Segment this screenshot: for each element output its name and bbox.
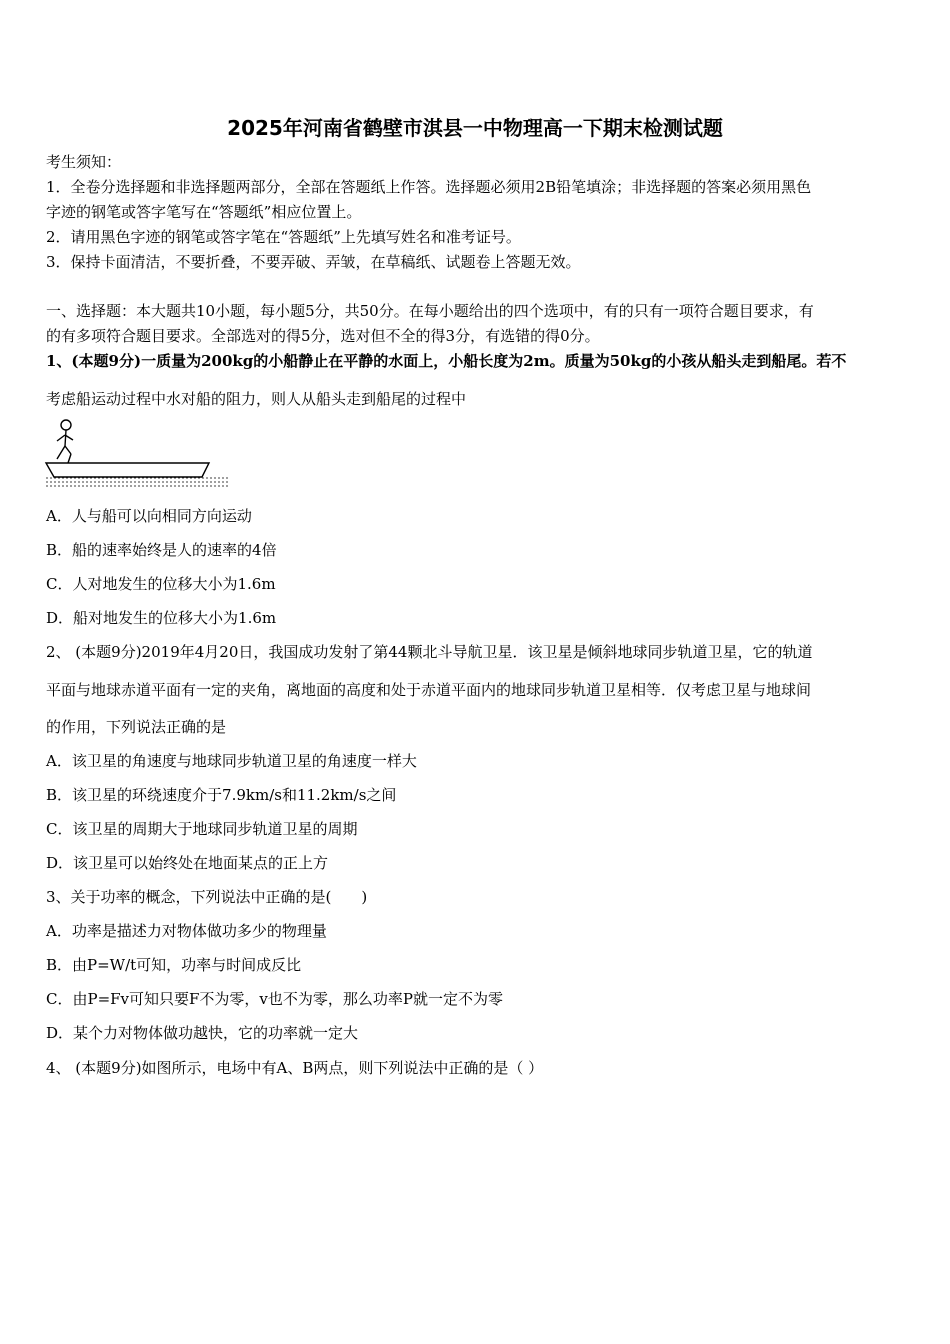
- section-instructions: 的有多项符合题目要求。全部选对的得5分，选对但不全的得3分，有选错的得0分。: [46, 327, 600, 345]
- question-1-option-d: D．船对地发生的位移大小为1.6m: [46, 609, 277, 627]
- section-instructions: 一、选择题：本大题共10小题，每小题5分，共50分。在每小题给出的四个选项中，有的只有一项符合题目要求，有: [46, 302, 814, 320]
- question-2-option-b: B．该卫星的环绕速度介于7.9km/s和11.2km/s之间: [46, 786, 397, 804]
- boat-figure: [44, 416, 230, 490]
- person-head: [61, 420, 71, 430]
- question-2-stem: 平面与地球赤道平面有一定的夹角，离地面的高度和处于赤道平面内的地球同步轨道卫星相等．仅考虑卫星与地球间: [46, 681, 812, 699]
- notice-item: 1．全卷分选择题和非选择题两部分，全部在答题纸上作答。选择题必须用2B铅笔填涂；非选择题的答案必须用黑色: [46, 178, 812, 196]
- question-1-option-a: A．人与船可以向相同方向运动: [46, 507, 252, 525]
- question-1-stem: 考虑船运动过程中水对船的阻力，则人从船头走到船尾的过程中: [46, 390, 467, 408]
- page-title: 2025年河南省鹤壁市淇县一中物理高一下期末检测试题: [227, 116, 723, 140]
- water-surface: [46, 478, 228, 486]
- question-3-option-d: D．某个力对物体做功越快，它的功率就一定大: [46, 1024, 359, 1042]
- question-1-option-b: B．船的速率始终是人的速率的4倍: [46, 541, 277, 559]
- question-3-option-a: A．功率是描述力对物体做功多少的物理量: [46, 922, 327, 940]
- notice-item: 字迹的钢笔或答字笔写在“答题纸”相应位置上。: [46, 203, 362, 221]
- question-3-stem: 3、关于功率的概念，下列说法中正确的是( ): [46, 888, 368, 906]
- question-3-option-b: B．由P=W/t可知，功率与时间成反比: [46, 956, 302, 974]
- question-2-stem: 2、 (本题9分)2019年4月20日，我国成功发射了第44颗北斗导航卫星．该卫星是倾斜地球同步轨道卫星，它的轨道: [46, 643, 813, 661]
- question-4-stem: 4、 (本题9分)如图所示，电场中有A、B两点，则下列说法中正确的是（ ）: [46, 1059, 544, 1077]
- question-1-option-c: C．人对地发生的位移大小为1.6m: [46, 575, 276, 593]
- question-2-option-a: A．该卫星的角速度与地球同步轨道卫星的角速度一样大: [46, 752, 417, 770]
- notice-heading: 考生须知：: [46, 153, 122, 171]
- boat-hull: [46, 463, 209, 477]
- question-3-option-c: C．由P=Fv可知只要F不为零，v也不为零，那么功率P就一定不为零: [46, 990, 503, 1008]
- notice-item: 3．保持卡面清洁，不要折叠，不要弄破、弄皱，在草稿纸、试题卷上答题无效。: [46, 253, 581, 271]
- notice-item: 2．请用黑色字迹的钢笔或答字笔在“答题纸”上先填写姓名和准考证号。: [46, 228, 521, 246]
- question-2-option-d: D．该卫星可以始终处在地面某点的正上方: [46, 854, 329, 872]
- question-1-stem: 1、(本题9分)一质量为200kg的小船静止在平静的水面上，小船长度为2m。质量为50kg的小孩从船头走到船尾。若不: [46, 352, 847, 370]
- question-2-option-c: C．该卫星的周期大于地球同步轨道卫星的周期: [46, 820, 358, 838]
- question-2-stem: 的作用，下列说法正确的是: [46, 718, 227, 736]
